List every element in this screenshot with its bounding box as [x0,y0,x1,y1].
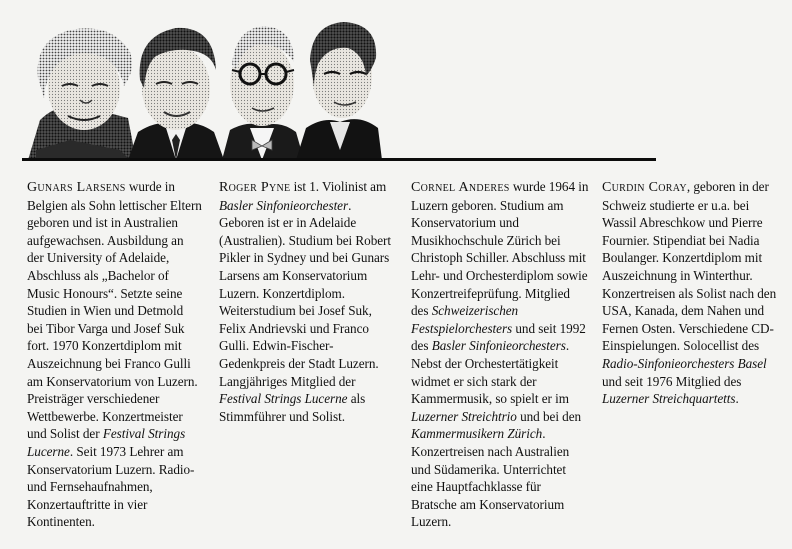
person-name: Gunars Larsens [27,180,126,195]
bio-cornel-anderes [411,178,589,531]
bio-curdin-coray [602,178,780,408]
bio-text: Cornel Anderes wurde 1964 in Luzern geboren. Studium am Konservatorium und Musikhochschule Zürich bei Christoph Schiller. Abschluss mit Lehr- und Orchesterdiplom sowie Konzertreifeprüfung. Mitglied des Schweizerischen Festspielorchesters und seit 1992 des Basler Sinfonieorchesters. Nebst der Orchestertätigkeit widmet er sich stark der Kammermusik, so spielt er im Luzerner Streichtrio und bei den Kammermusikern Zürich. Konzertreisen nach Australien und Südamerika. Unterrichtet eine Hauptfachklasse für Bratsche am Konservatorium Luzern. [411,179,589,530]
person-name: Cornel Anderes [411,180,510,195]
person-name: Curdin Coray [602,180,687,195]
portrait-gunars-larsens [28,28,136,160]
header-rule [22,158,656,161]
bio-text: Gunars Larsens wurde in Belgien als Sohn lettischer Eltern geboren und ist in Australien aufgewachsen. Ausbildung an der University of Adelaide, Abschluss als „Bachelor of Music Honours“. Setzte seine Studien in Wien und Detmold bei Tibor Varga und Josef Suk fort. 1970 Konzertdiplom mit Auszeichnung bei Franco Gulli am Konservatorium von Luzern. Preisträger verschiedener Wettbewerbe. Konzertmeister und Solist der Festival Strings Lucerne. Seit 1973 Lehrer am Konservatorium Luzern. Radio- und Fernsehaufnahmen, Konzertauftritte in vier Kontinenten. [27,179,202,530]
bio-text: Roger Pyne ist 1. Violinist am Basler Sinfonieorchester. Geboren ist er in Adelaide (Australien). Studium bei Robert Pikler in Sydney und bei Gunars Larsens am Konservatorium Luzern. Konzertdiplom. Weiterstudium bei Josef Suk, Felix Andrievski und Franco Gulli. Edwin-Fischer-Gedenkpreis der Stadt Luzern. Langjähriges Mitglied der Festival Strings Lucerne als Stimmführer und Solist. [219,179,392,424]
bio-gunars-larsens [27,178,202,531]
portrait-curdin-coray [296,22,382,160]
portraits-strip [0,0,792,170]
bio-text: Curdin Coray, geboren in der Schweiz studierte er u.a. bei Wassil Abreschkow und Pierre Fournier. Stipendiat bei Nadia Boulanger. Konzertdiplom mit Auszeichnung in Winterthur. Konzertreisen als Solist nach den USA, Kanada, dem Nahen und Fernen Osten. Verschiedene CD-Einspielungen. Solocellist des Radio-Sinfonieorchesters Basel und seit 1976 Mitglied des Luzerner Streichquartetts. [602,179,777,407]
portrait-roger-pyne [128,28,224,160]
person-name: Roger Pyne [219,180,291,195]
portrait-cornel-anderes [222,26,304,160]
bio-roger-pyne [219,178,397,425]
